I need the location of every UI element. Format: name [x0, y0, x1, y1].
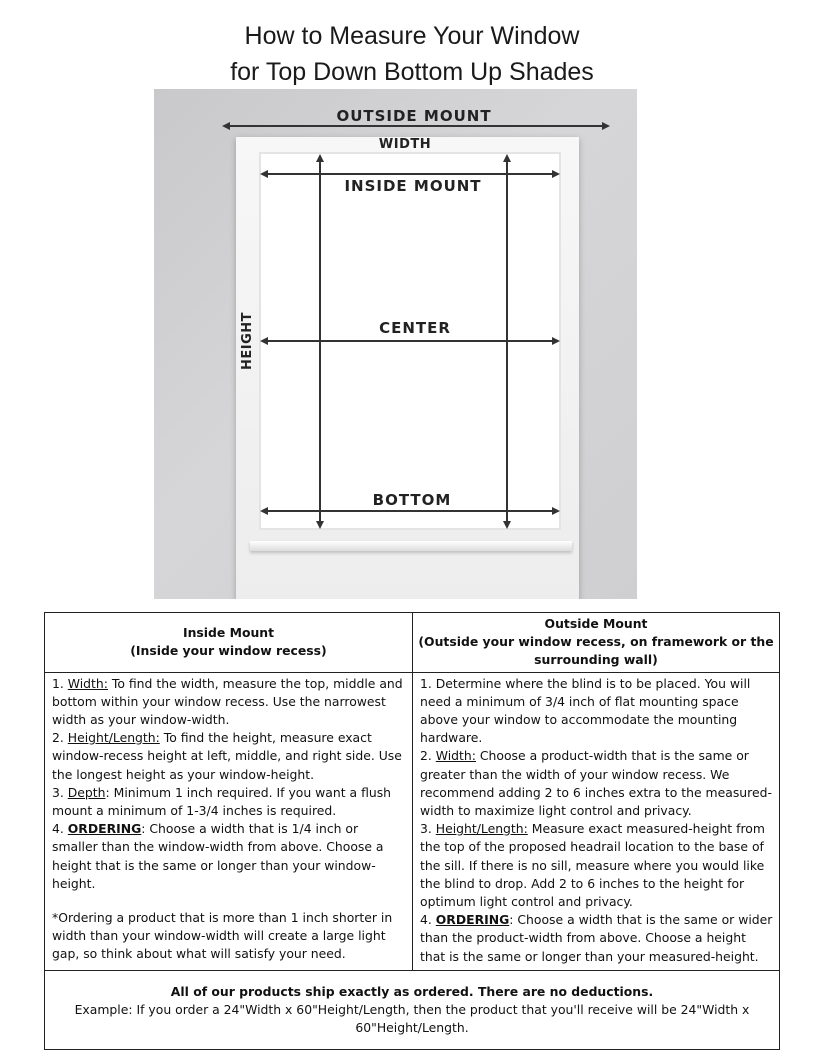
center-label: CENTER: [379, 319, 451, 337]
inside-item-4: 4. ORDERING: Choose a width that is 1/4 inch or smaller than the window-width from above. Choose a height that is the same or longer than your window-height.: [52, 821, 384, 891]
outside-mount-label: OUTSIDE MOUNT: [336, 107, 492, 125]
shipping-note: [45, 970, 780, 1049]
title-line-1: How to Measure Your Window: [244, 22, 580, 50]
page-title: [0, 18, 824, 90]
inside-mount-header: Inside Mount (Inside your window recess): [45, 613, 413, 673]
inside-item-2: 2. Height/Length: To find the height, measure exact window-recess height at left, middle, and right side. Use the longest height as your window-height.: [52, 730, 402, 782]
outside-item-1: 1. Determine where the blind is to be placed. You will need a minimum of 3/4 inch of flat mounting space above your window to accommodate the mounting hardware.: [420, 675, 751, 746]
shipping-note-bold: All of our products ship exactly as ordered. There are no deductions.: [170, 983, 654, 999]
outside-item-4: 4. ORDERING: Choose a width that is the same or wider than the product-width from above. Choose a height that is the same or longer than your measured-height.: [420, 912, 773, 964]
outside-item-2: 2. Width: Choose a product-width that is the same or greater than the width of your window recess. We recommend adding 2 to 6 inches extra to the measured-width to maximize light control and privacy.: [420, 748, 772, 819]
inside-mount-instructions: [45, 672, 413, 970]
bottom-label: BOTTOM: [372, 491, 452, 509]
outside-mount-instructions: [413, 672, 780, 970]
inside-note: *Ordering a product that is more than 1 inch shorter in width than your window-width will create a large light gap, so think about what will satisfy your need.: [52, 910, 393, 962]
outside-item-3: 3. Height/Length: Measure exact measured-height from the top of the proposed headrail location to the base of the sill. If there is no sill, measure where you would like the blind to drop. Add 2 to 6 inches to the height for optimum light control and privacy.: [420, 821, 765, 910]
measurement-arrows: [154, 89, 637, 599]
title-line-2: for Top Down Bottom Up Shades: [230, 58, 594, 86]
inside-item-1: 1. Width: To find the width, measure the top, middle and bottom within your window recess. Use the narrowest width as your window-width.: [52, 675, 403, 728]
shipping-example: Example: If you order a 24"Width x 60"Height/Length, then the product that you'll receive will be 24"Width x 60"Height/Length.: [74, 1001, 750, 1035]
width-label: WIDTH: [378, 137, 432, 152]
inside-item-3: 3. Depth: Minimum 1 inch required. If you want a flush mount a minimum of 1-3/4 inches is required.: [52, 784, 392, 819]
window-measurement-photo: [154, 89, 637, 599]
measurement-instructions-table: [44, 612, 780, 1050]
height-label: HEIGHT: [240, 311, 255, 371]
inside-mount-label: INSIDE MOUNT: [344, 177, 482, 195]
outside-mount-header: Outside Mount (Outside your window recess, on framework or the surrounding wall): [413, 613, 780, 673]
